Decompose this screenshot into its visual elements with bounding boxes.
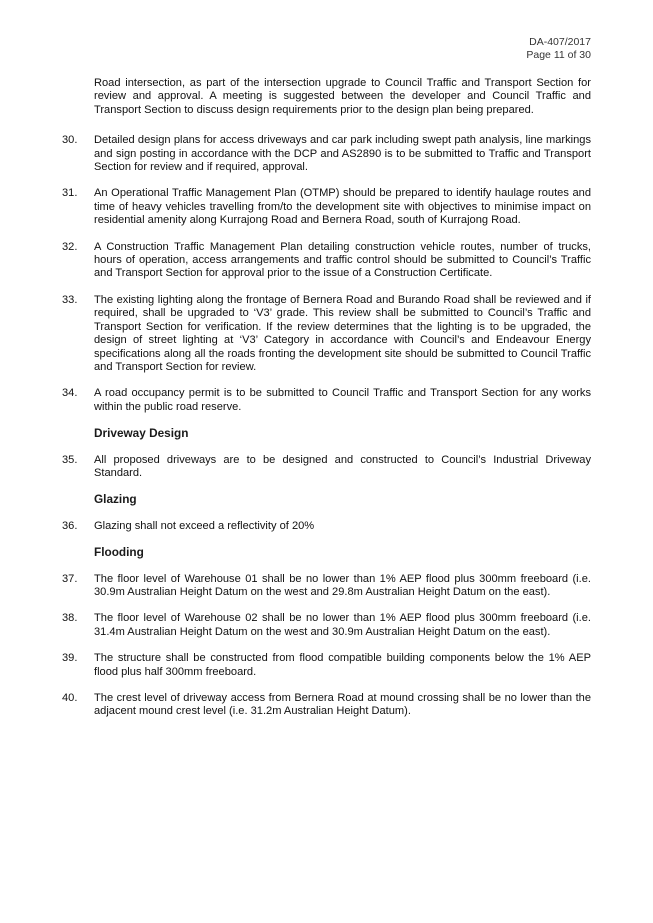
condition-item	[62, 692, 591, 719]
condition-number: 40.	[62, 692, 78, 704]
condition-text: The floor level of Warehouse 01 shall be no lower than 1% AEP flood plus 300mm freeboard (i.e. 30.9m Australian Height Datum on the west and 29.8m Australian Height Datum on the east).	[94, 572, 591, 598]
condition-number: 32.	[62, 240, 78, 253]
page-number: Page 11 of 30	[526, 48, 591, 61]
condition-item	[62, 187, 591, 227]
condition-item	[62, 134, 591, 174]
continued-paragraph: Road intersection, as part of the intersection upgrade to Council Traffic and Transport Section for review and approval. A meeting is suggested between the developer and Council Traffic and Transport Section to discuss design requirements prior to the design plan being prepared.	[94, 77, 591, 116]
condition-number: 34.	[62, 387, 78, 400]
section-heading-flooding: Flooding	[94, 545, 144, 560]
page-header	[526, 36, 591, 61]
condition-item	[62, 241, 591, 281]
section-heading-driveway-design: Driveway Design	[94, 426, 189, 441]
condition-item	[62, 573, 591, 600]
condition-text: An Operational Traffic Management Plan (OTMP) should be prepared to identify haulage routes and time of heavy vehicles travelling from/to the development site with objectives to minimise impact on residential amenity along Kurrajong Road and Bernera Road, south of Kurrajong Road.	[94, 187, 591, 227]
condition-number: 37.	[62, 572, 78, 585]
condition-number: 33.	[62, 293, 78, 306]
condition-item	[62, 387, 591, 414]
condition-item	[62, 454, 591, 481]
condition-text: Glazing shall not exceed a reflectivity of 20%	[94, 519, 315, 532]
condition-text: A Construction Traffic Management Plan detailing construction vehicle routes, number of trucks, hours of operation, access arrangements and traffic control should be submitted to Council’s Traffic and Transport Section for approval prior to the issue of a Construction Certificate.	[94, 240, 591, 280]
document-body	[62, 77, 591, 732]
section-heading-glazing: Glazing	[94, 492, 137, 507]
condition-text: Detailed design plans for access driveways and car park including swept path analysis, line markings and sign posting in accordance with the DCP and AS2890 is to be submitted to Traffic and Transport Section for review and if required, approval.	[94, 134, 591, 174]
condition-item	[62, 612, 591, 639]
condition-item	[62, 652, 591, 679]
condition-number: 38.	[62, 612, 78, 625]
condition-text: A road occupancy permit is to be submitted to Council Traffic and Transport Section for any works within the public road reserve.	[94, 387, 591, 413]
document-reference: DA-407/2017	[529, 36, 591, 48]
condition-item	[62, 294, 591, 374]
condition-number: 31.	[62, 187, 78, 200]
condition-item	[62, 520, 591, 533]
condition-number: 30.	[62, 134, 78, 147]
condition-number: 39.	[62, 652, 78, 665]
condition-number: 36.	[62, 519, 78, 532]
condition-text: The structure shall be constructed from flood compatible building components below the 1% AEP flood plus half 300mm freeboard.	[94, 652, 591, 678]
condition-text: The existing lighting along the frontage of Bernera Road and Burando Road shall be reviewed and if required, shall be upgraded to ‘V3’ grade. This review shall be submitted to Council’s Traffic and Transport Section for verification. If the review determines that the lighting is to be upgraded, the design of street lighting at ‘V3’ Category in accordance with Council’s and Endeavour Energy specifications along all the roads fronting the development site should be submitted to Council Traffic and Transport Section for review.	[94, 293, 591, 373]
condition-text: All proposed driveways are to be designed and constructed to Council’s Industrial Driveway Standard.	[94, 453, 591, 479]
condition-number: 35.	[62, 453, 78, 466]
condition-text: The floor level of Warehouse 02 shall be no lower than 1% AEP flood plus 300mm freeboard (i.e. 31.4m Australian Height Datum on the west and 30.9m Australian Height Datum on the east).	[94, 612, 591, 638]
condition-text: The crest level of driveway access from Bernera Road at mound crossing shall be no lower than the adjacent mound crest level (i.e. 31.2m Australian Height Datum).	[94, 692, 591, 718]
